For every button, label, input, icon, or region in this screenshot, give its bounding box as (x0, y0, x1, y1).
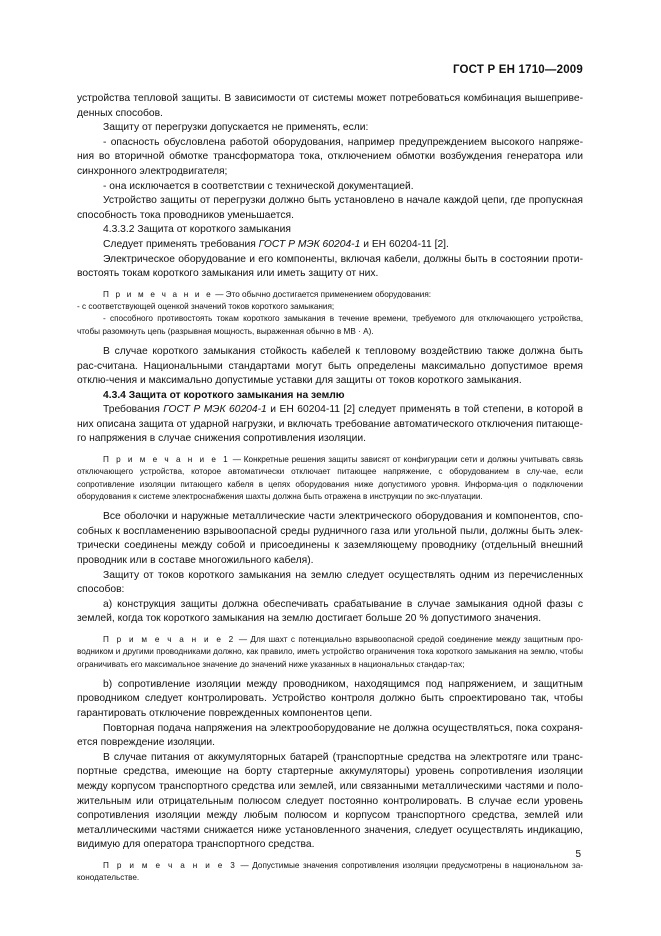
section-heading: 4.3.3.2 Защита от короткого замыкания (103, 224, 291, 236)
paragraph: Устройство защиты от перегрузки должно быть установлено в начале каждой цепи, где пропускная способность тока проводников уменьшается. (77, 195, 583, 221)
standard-reference: ГОСТ Р МЭК 60204-1 (163, 404, 267, 416)
note-label: П р и м е ч а н и е 3 (103, 861, 237, 871)
paragraph: устройства тепловой защиты. В зависимости от системы может потребоваться комбинация вышеприве-денных способов. (77, 93, 583, 119)
note-item: - с соответствующей оценкой значений токов короткого замыкания; (77, 302, 335, 312)
list-item: - опасность обусловлена работой оборудования, например предупреждением высокого напряже-ния во вторичной обмотке трансформатора тока, отключением обмотки возбуждения генератора или синхронного электродвигателя; (77, 136, 583, 177)
note-text: — Допустимые значения сопротивления изоляции предусмотрены в национальном за-конодательстве. (77, 861, 583, 883)
list-item: а) конструкция защиты должна обеспечивать срабатывание в случае замыкания одной фазы с землей, когда ток короткого замыкания на землю достигает больше 20 % допустимого значения. (77, 598, 583, 625)
section-heading-text: 4.3.4 Защита от короткого замыкания на землю (103, 389, 345, 401)
standard-reference: ГОСТ Р МЭК 60204-1 (258, 238, 361, 250)
document-header: ГОСТ Р ЕН 1710—2009 (452, 64, 583, 76)
list-item: - она исключается в соответствии с технической документацией. (103, 180, 414, 192)
note (77, 289, 583, 301)
note-text: — Это обычно достигается применением оборудования: (212, 289, 432, 299)
section-heading (77, 389, 583, 404)
document-body (77, 92, 583, 885)
text-run: и ЕН 60204-11 [2]. (360, 238, 449, 250)
note (77, 634, 583, 671)
paragraph: Защиту от перегрузки допускается не применять, если: (103, 122, 369, 134)
text-run: и ЕН 60204-11 [2] следует применять в той степени, в которой в них описана защита от ударной нагрузки, и включать требование автоматического отключения питающе-го напряжения в случае снижения сопротивления изоляции. (77, 404, 583, 445)
note (77, 454, 583, 503)
paragraph: Все оболочки и наружные металлические части электрического оборудования и компонентов, спо-собных к воспламенению взрывоопасной среды рудничного газа или угольной пыли, должны быть элек-трически соединены между собой и присоединены к заземляющему проводнику (отдельный внешний проводник или в составе многожильного кабеля). (77, 511, 583, 567)
list-item: b) сопротивление изоляции между проводником, находящимся под напряжением, и защитным проводником следует контролировать. Устройство контроля должно быть спроектировано так, чтобы гарантировать отключение поврежденных компонентов цепи. (77, 678, 583, 720)
note (77, 860, 583, 885)
text-run: Следует применять требования (103, 238, 259, 250)
paragraph: Электрическое оборудование и его компоненты, включая кабели, должны быть в состоянии проти-востоять токам короткого замыкания или иметь защиту от них. (77, 253, 583, 280)
paragraph (77, 238, 583, 253)
note-label: П р и м е ч а н и е (103, 289, 213, 299)
paragraph: В случае короткого замыкания стойкость кабелей к тепловому воздействию также должна быть рас-считана. Национальными стандартами могут быть определены максимально допустимое время отклю-чения и максимально допустимые уставки для защиты от токов короткого замыкания. (77, 345, 583, 387)
note-text: — Для шахт с потенциально взрывоопасной средой соединение между защитным про-водником и другими проводниками должно, как правило, иметь устройство ограничения тока короткого замыкания на землю, чтобы ограничивать его максимальное значение до значений ниже указанных в национальных стандар-тах; (77, 635, 583, 669)
text-run: Требования (103, 404, 164, 416)
note-item: - способного противостоять токам короткого замыкания в течение времени, требуемого для отключающего устройства, чтобы разомкнуть цепь (разрывная мощность, выраженная обычно в МВ · А). (77, 314, 583, 336)
paragraph: Защиту от токов короткого замыкания на землю следует осуществлять одним из перечисленных способов: (77, 569, 583, 596)
paragraph: В случае питания от аккумуляторных батарей (транспортные средства на электротяге или транс-портные средства, имеющие на борту стартерные аккумуляторы) уровень сопротивления изоляции между корпусом транспортного средства или землей, или связанными металлическими частями и поло-жительным или отрицательным полюсом следует постоянно контролировать. В случае если уровень сопротивления изоляции между любым полюсом и корпусом транспортного средства, землей или металлическими частями снижается ниже установленного значения, следует осуществлять индикацию, видимую для оператора транспортного средства. (77, 751, 583, 851)
paragraph (77, 403, 583, 447)
note-label: П р и м е ч а н и е 1 (103, 455, 230, 465)
note-text: — Конкретные решения защиты зависят от конфигурации сети и должны учитывать связь отключающего устройства, которое автоматически отключает питающее напряжение, с оборудованием в слу-чае, если сопротивление изоляции питающего кабеля в цепях оборудования ниже допустимого уровня. Информа-ция о подключении оборудования к системе электроснабжения шахты должна быть отражена в инструкции по экс-плуатации. (77, 455, 583, 501)
note-label: П р и м е ч а н и е 2 (103, 635, 236, 644)
page-number: 5 (575, 849, 581, 860)
paragraph: Повторная подача напряжения на электрооборудование не должна осуществляться, пока сохраня-ется повреждение изоляции. (77, 722, 583, 749)
